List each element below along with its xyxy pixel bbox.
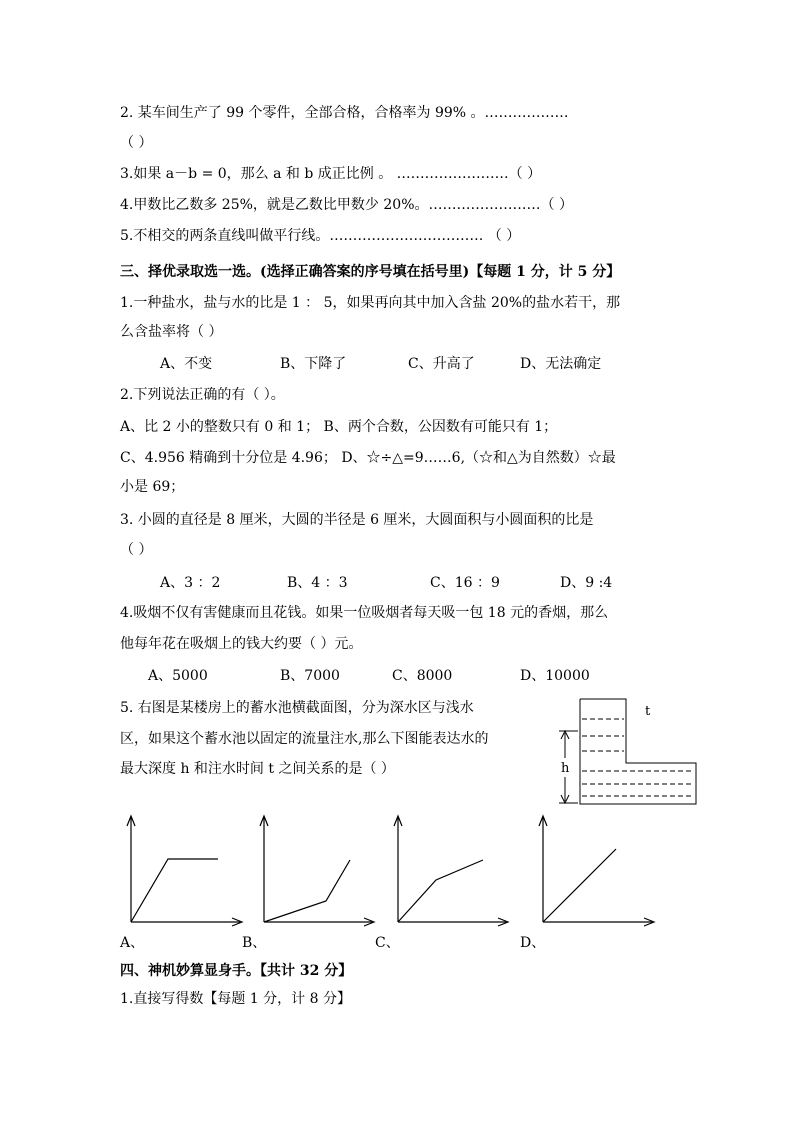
choice-q1-option-b: B、下降了 xyxy=(280,356,347,372)
choice-q1-option-d: D、无法确定 xyxy=(520,356,602,372)
choice-q4-option-a: A、5000 xyxy=(148,668,208,684)
choice-q4-line1: 4.吸烟不仅有害健康而且花钱。如果一位吸烟者每天吸一包 18 元的香烟，那么 xyxy=(120,605,609,621)
choice-q2-line3: C、4.956 精确到十分位是 4.96； D、☆÷△=9……6,（☆和△为自然数）☆最 xyxy=(120,450,616,466)
tank-label-h: h xyxy=(561,761,570,776)
graph-label-b: B、 xyxy=(242,935,267,951)
choice-q4-option-b: B、7000 xyxy=(280,668,340,684)
judge-q5: 5.不相交的两条直线叫做平行线。…………………………… （ ） xyxy=(120,228,521,244)
graph-label-d: D、 xyxy=(520,935,546,951)
judge-q2: 2. 某车间生产了 99 个零件，全部合格，合格率为 99% 。……………… xyxy=(120,105,569,121)
choice-q3-line2: （ ） xyxy=(120,542,153,558)
choice-q3-option-a: A、3 ：2 xyxy=(160,575,221,591)
graph-c xyxy=(394,816,508,926)
choice-q2-line2: A、比 2 小的整数只有 0 和 1； B、两个合数，公因数有可能只有 1； xyxy=(120,419,558,435)
choice-q1-option-a: A、不变 xyxy=(160,356,213,372)
choice-q4-option-d: D、10000 xyxy=(520,668,590,684)
choice-q1-option-c: C、升高了 xyxy=(408,356,475,372)
choice-q2-line1: 2.下列说法正确的有（ ）。 xyxy=(120,387,285,403)
judge-q2-answer: （ ） xyxy=(120,135,153,151)
graph-label-a: A、 xyxy=(120,935,145,951)
judge-q4: 4.甲数比乙数多 25%，就是乙数比甲数少 20%。……………………（ ） xyxy=(120,197,573,213)
graph-b xyxy=(260,816,374,926)
judge-q3: 3.如果 a－b = 0，那么 a 和 b 成正比例 。 ……………………（ ） xyxy=(120,166,542,182)
section-four-heading: 四、神机妙算显身手。【共计 32 分】 xyxy=(120,963,353,979)
choice-q4-option-c: C、8000 xyxy=(392,668,453,684)
choice-q1-line2: 么含盐率将（ ） xyxy=(120,324,223,340)
calc-sub1-heading: 1.直接写得数【每题 1 分，计 8 分】 xyxy=(120,991,351,1007)
choice-q5-line3: 最大深度 h 和注水时间 t 之间关系的是（ ） xyxy=(120,761,395,777)
choice-q3-option-d: D、9 :4 xyxy=(560,575,613,591)
choice-q1-line1: 1.一种盐水，盐与水的比是 1 ： 5，如果再向其中加入含盐 20%的盐水若干，那 xyxy=(120,295,621,311)
choice-q4-line2: 他每年花在吸烟上的钱大约要（ ）元。 xyxy=(120,636,363,652)
graph-d xyxy=(539,816,654,926)
tank-label-t: t xyxy=(645,704,651,719)
section-three-heading: 三、择优录取选一选。(选择正确答案的序号填在括号里)【每题 1 分，计 5 分】 xyxy=(120,264,621,280)
choice-q3-option-b: B、4 ：3 xyxy=(287,575,348,591)
choice-q5-line1: 5. 右图是某楼房上的蓄水池横截面图，分为深水区与浅水 xyxy=(120,700,474,716)
choice-q3-option-c: C、16 ：9 xyxy=(430,575,500,591)
choice-q3-line1: 3. 小圆的直径是 8 厘米，大圆的半径是 6 厘米，大圆面积与小圆面积的比是 xyxy=(120,512,594,528)
graph-label-c: C、 xyxy=(375,935,400,951)
graph-a xyxy=(127,816,242,926)
choice-q5-line2: 区，如果这个蓄水池以固定的流量注水,那么下图能表达水的 xyxy=(120,731,489,747)
choice-q2-line4: 小是 69； xyxy=(120,479,185,495)
